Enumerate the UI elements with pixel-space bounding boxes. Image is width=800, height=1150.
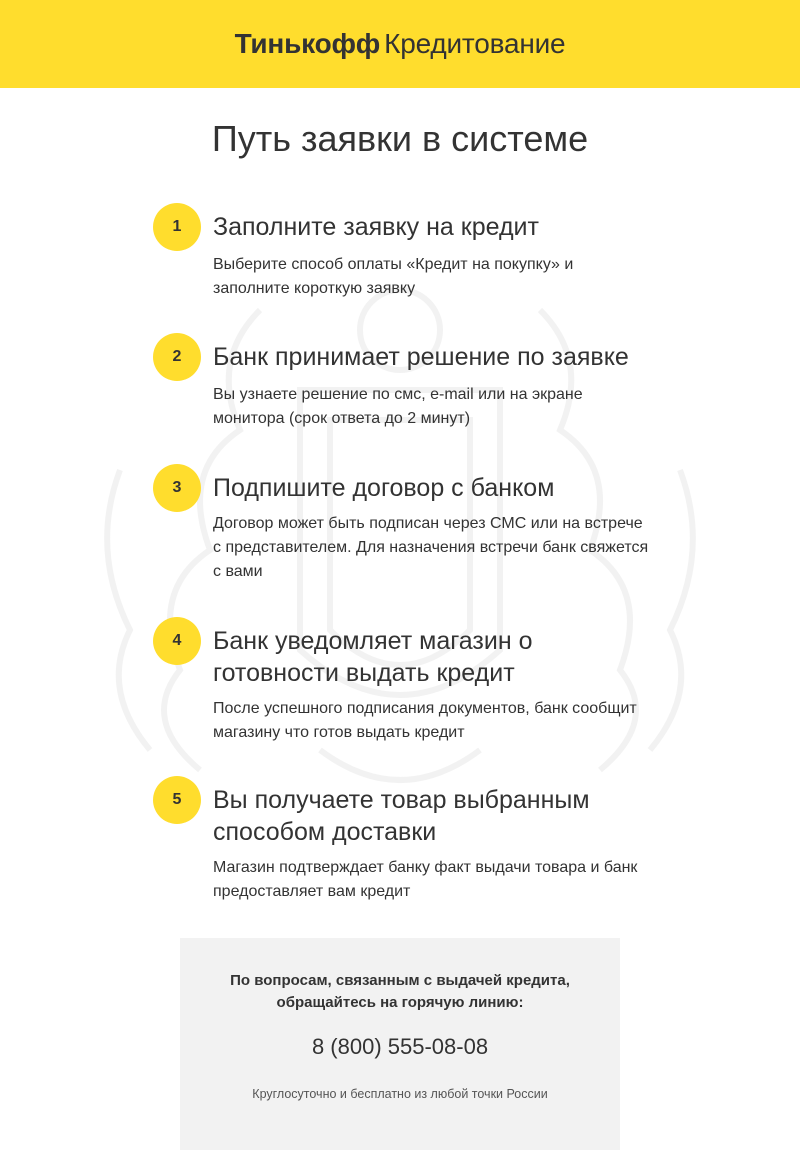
step-description: После успешного подписания документов, банк сообщит магазину что готов выдать кредит <box>213 700 637 741</box>
step-title: Заполните заявку на кредит <box>213 213 539 241</box>
step-number-badge: 2 <box>153 333 201 381</box>
page-title: Путь заявки в системе <box>211 118 589 159</box>
hotline-note: Круглосуточно и бесплатно из любой точки России <box>252 1087 548 1101</box>
step-title: Банк принимает решение по заявке <box>213 343 629 371</box>
step-title: Вы получаете товар выбранным способом доставки <box>213 786 590 846</box>
hotline-question: По вопросам, связанным с выдачей кредита, обращайтесь на горячую линию: <box>230 972 570 1011</box>
hotline-box <box>180 938 620 1150</box>
step-description: Выберите способ оплаты «Кредит на покупку» и заполните короткую заявку <box>213 256 574 297</box>
hotline-phone-link[interactable]: 8 (800) 555-08-08 <box>311 1034 489 1059</box>
step-number-badge: 4 <box>153 617 201 665</box>
logo-brand: Тинькофф <box>234 28 381 59</box>
step-description: Вы узнаете решение по смс, e-mail или на экране монитора (срок ответа до 2 минут) <box>213 386 583 427</box>
step-number-badge: 5 <box>153 776 201 824</box>
step-number-badge: 1 <box>153 203 201 251</box>
step-title: Банк уведомляет магазин о готовности выдать кредит <box>213 627 533 687</box>
step-description: Магазин подтверждает банку факт выдачи товара и банк предоставляет вам кредит <box>213 859 638 900</box>
step-number-badge: 3 <box>153 464 201 512</box>
step-description: Договор может быть подписан через СМС или на встрече с представителем. Для назначения встречи банк свяжется с вами <box>213 515 649 580</box>
step-title: Подпишите договор с банком <box>213 474 555 502</box>
logo-section: Кредитование <box>384 28 566 59</box>
